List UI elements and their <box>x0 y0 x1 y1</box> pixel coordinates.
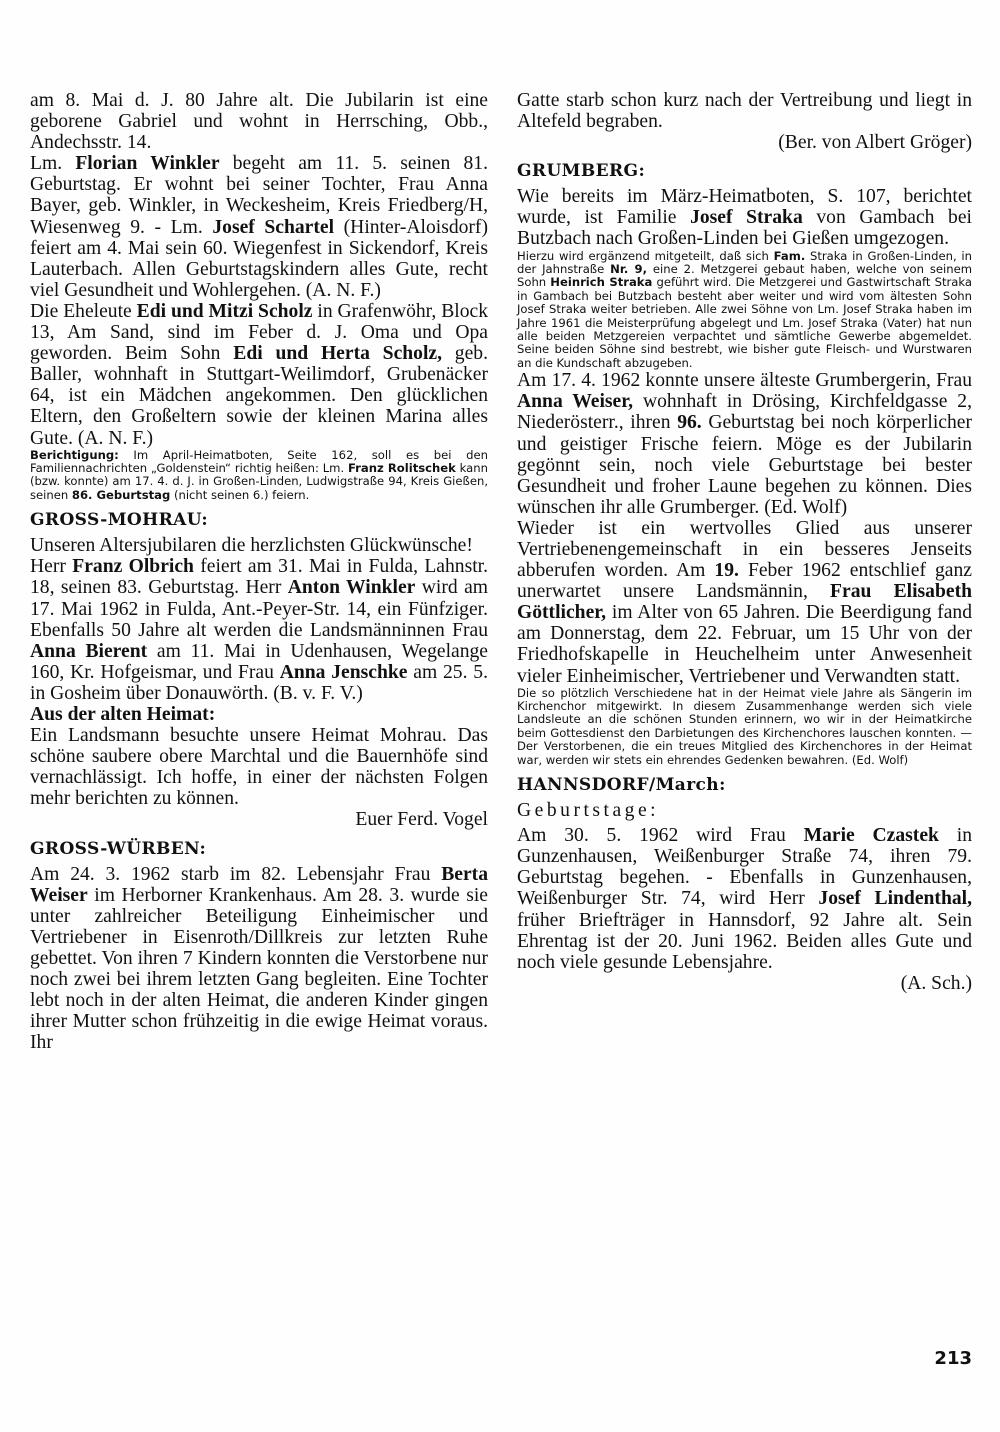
notice-paragraph: Am 17. 4. 1962 konnte unsere älteste Grumbergerin, Frau Anna Weiser, wohnhaft in Drösing, Kirchfeldgasse 2, Niederösterr., ihren 96. Geburtstag bei noch körperlicher und geistiger Frische feiern. Möge es der Jubilarin gegönnt sein, noch viele Geburtstage bei bester Gesundheit und froher Laune begehen zu können. Dies wünschen ihr alle Grumberger. (Ed. Wolf) <box>517 370 973 518</box>
notice-paragraph: Die Eheleute Edi und Mitzi Scholz in Grafenwöhr, Block 13, Am Sand, sind im Feber d. J. Oma und Opa geworden. Beim Sohn Edi und Herta Scholz, geb. Baller, wohnhaft in Stuttgart-Weilimdorf, Grubenäcker 64, ist ein Mädchen angekommen. Den glücklichen Eltern, den Großeltern sowie der kleinen Marina alles Gute. (A. N. F.) <box>30 300 489 449</box>
person-name: Edi und Mitzi Scholz <box>136 300 313 322</box>
section-heading-grumberg: GRUMBERG: <box>517 161 646 182</box>
person-name: Franz Rolitschek <box>347 461 456 475</box>
person-name: Frau Elisabeth Göttlicher, <box>517 581 972 624</box>
notice-paragraph: Lm. Florian Winkler begeht am 11. 5. seinen 81. Geburtstag. Er wohnt bei seiner Tochter, Frau Anna Bayer, geb. Winkler, in Weckesheim, Kreis Friedberg/H, Wiesenweg 9. - Lm. Josef Schartel (Hinter-Aloisdorf) feiert am 4. Mai sein 60. Wiegenfest in Sickendorf, Kreis Lauterbach. Allen Geburtstagskindern alles Gute, recht viel Gesundheit und Wohlergehen. (A. N. F.) <box>30 153 488 301</box>
grumberg-section <box>517 186 972 249</box>
person-name: Franz Olbrich <box>72 556 194 578</box>
person-name: Florian Winkler <box>75 153 220 175</box>
gross-mohrau-section <box>30 535 488 830</box>
subsection-heading: Aus der alten Heimat: <box>30 703 216 725</box>
notice-paragraph: Am 30. 5. 1962 wird Frau Marie Czastek in Gunzenhausen, Weißenburger Straße 74, ihren 79. Geburtstag begehen. - Ebenfalls in Gunzenhausen, Weißenburger Str. 74, wird Herr Josef Lindenthal, früher Briefträger in Hannsdorf, 92 Jahre alt. Sein Ehrentag ist der 20. Juni 1962. Beiden alles Gute und noch viele gesunde Lebensjahre. <box>517 825 972 973</box>
person-name: Edi und Herta Scholz, <box>233 343 443 365</box>
person-name: Heinrich Straka <box>550 275 653 290</box>
person-name: Anton Winkler <box>287 577 416 599</box>
notice-paragraph: Wie bereits im März-Heimatboten, S. 107, berichtet wurde, ist Familie Josef Straka von Gambach bei Butzbach nach Großen-Linden bei Gießen umgezogen. <box>517 186 972 250</box>
notice-paragraph: Wieder ist ein wertvolles Glied aus unserer Vertriebenengemeinschaft in ein besseres Jenseits abberufen worden. Am 19. Feber 1962 entschlief ganz unerwartet unsere Landsmännin, Frau Elisabeth Göttlicher, im Alter von 65 Jahren. Die Beerdigung fand am Donnerstag, dem 22. Februar, um 15 Uhr von der Friedhofskapelle in Heuchelheim unter Anwesenheit vieler Einheimischer, Vertriebener und Verwandten statt. <box>517 517 972 687</box>
person-name: Josef Straka <box>690 207 803 229</box>
grumberg-small-note: Hierzu wird ergänzend mitgeteilt, daß sich Fam. Straka in Großen-Linden, in der Jahnstraße Nr. 9, eine 2. Metzgerei gebaut haben, welche von seinem Sohn Heinrich Straka geführt wird. Die Metzgerei und Gastwirtschaft Straka in Gambach bei Butzbach besteht aber weiter und wird vom ältesten Sohn Josef Straka weiter betrieben. Alle zwei Söhne von Lm. Josef Straka haben im Jahre 1961 die Meisterprüfung abgelegt und Lm. Josef Straka (Vater) hat nun alle beiden Metzgereien verpachtet und sämtliche Gewerbe abgemeldet. Seine beiden Söhne sind bestrebt, wie bisher gute Fleisch- und Wurstwaren an die Kundschaft abzugeben. <box>517 248 972 370</box>
person-name: Josef Lindenthal, <box>818 888 972 910</box>
person-name: Anna Weiser, <box>517 391 634 413</box>
notice-paragraph: Herr Franz Olbrich feiert am 31. Mai in Fulda, Lahnstr. 18, seinen 83. Geburtstag. Herr Anton Winkler wird am 17. Mai 1962 in Fulda, Ant.-Peyer-Str. 14, ein Fünfziger. Ebenfalls 50 Jahre alt werden die Landsmänninnen Frau Anna Bierent am 11. Mai in Udenhausen, Wegelange 160, Kr. Hofgeismar, und Frau Anna Jenschke am 25. 5. in Gosheim über Donauwörth. (B. v. F. V.) <box>30 556 489 704</box>
section-heading-gross-wuerben: GROSS-WÜRBEN: <box>30 838 207 859</box>
section-heading-gross-mohrau: GROSS-MOHRAU: <box>30 510 209 531</box>
notice-paragraph: Ein Landsmann besuchte unsere Heimat Mohrau. Das schöne saubere obere Marchtal und die Bauernhöfe sind vernachlässigt. Ich hoffe, in einer der nächsten Folgen mehr berichten zu können. <box>30 725 488 810</box>
notice-paragraph: Am 24. 3. 1962 starb im 82. Lebensjahr Frau Berta Weiser im Herborner Krankenhaus. Am 28. 3. wurde sie unter zahlreicher Beteiligung Einheimischer und Vertriebener in Eisenroth/Dillkreis zur letzten Ruhe gebettet. Von ihren 7 Kindern konnten die Verstorbene nur noch zwei bei ihrem letzten Gang begleiten. Eine Tochter lebt noch in der alten Heimat, die anderen Kinder gingen ihrer Mutter schon frühzeitig in die ewige Heimat voraus. Ihr <box>30 863 488 1054</box>
hannsdorf-section <box>517 800 972 994</box>
notice-paragraph: Gatte starb schon kurz nach der Vertreibung und liegt in Altefeld begraben. <box>517 90 972 133</box>
page-number: 213 <box>934 1348 972 1369</box>
person-name: Marie Czastek <box>803 825 939 847</box>
signature: Euer Ferd. Vogel <box>355 809 488 831</box>
correction-note: Berichtigung: Im April-Heimatboten, Seite 162, soll es bei den Familiennachrichten „Goldenstein“ richtig heißen: Lm. Franz Rolitschek kann (bzw. konnte) am 17. 4. d. J. in Großen-Linden, Ludwigstraße 94, Kreis Gießen, seinen 86. Geburtstag (nicht seinen 6.) feiern. <box>30 447 488 502</box>
person-name: Anna Bierent <box>30 640 148 662</box>
subsection-heading: Geburtstage: <box>517 800 660 822</box>
section-heading-hannsdorf: HANNSDORF/March: <box>517 775 726 796</box>
person-name: Josef Schartel <box>212 216 335 238</box>
continued-notice <box>517 90 972 153</box>
gross-wuerben-section <box>30 864 488 1054</box>
notice-paragraph: Unseren Altersjubilaren die herzlichsten Glückwünsche! <box>30 535 473 557</box>
signature: (Ber. von Albert Gröger) <box>778 132 972 154</box>
grumberg-section-cont <box>517 370 972 686</box>
intro-notices <box>30 90 488 449</box>
person-name: Anna Jenschke <box>279 661 408 683</box>
grumberg-memorial-note: Die so plötzlich Verschiedene hat in der Heimat viele Jahre als Sängerin im Kirchenchor mitgewirkt. In diesem Zusammenhange werden sich viele Landsleute an die schönen Stunden erinnern, wo wir in der Heimatkirche beim Gottesdienst den Darbietungen des Kirchenchores lauschen konnten. — Der Verstorbenen, die ein treues Mitglied des Kirchenchores in der Heimat war, werden wir stets ein ehrendes Gedenken bewahren. (Ed. Wolf) <box>517 685 972 767</box>
signature: (A. Sch.) <box>900 972 972 994</box>
left-column <box>30 90 488 1053</box>
person-name: Berta Weiser <box>30 863 488 906</box>
right-column <box>517 90 972 994</box>
notice-paragraph: am 8. Mai d. J. 80 Jahre alt. Die Jubilarin ist eine geborene Gabriel und wohnt in Herrsching, Obb., Andechsstr. 14. <box>30 90 488 154</box>
